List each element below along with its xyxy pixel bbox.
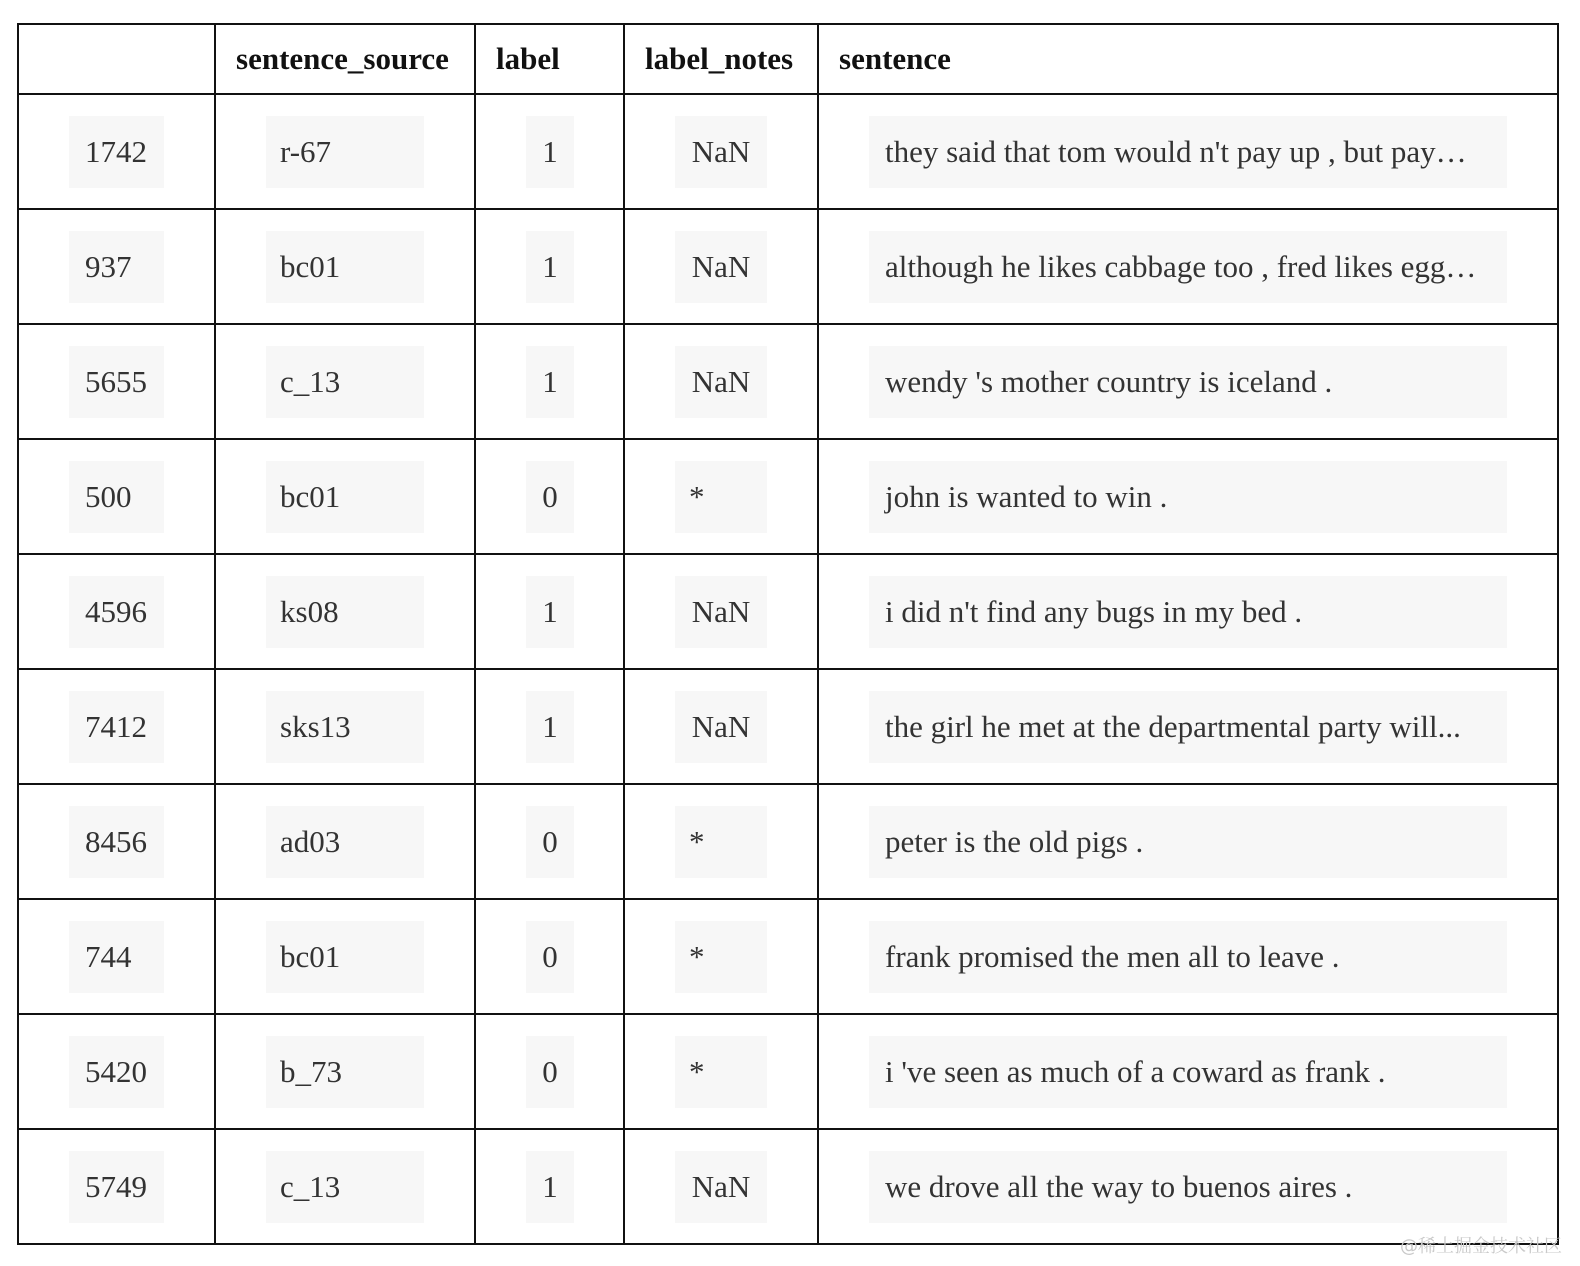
label-notes-cell [624, 899, 818, 1014]
sentence-value: wendy 's mother country is iceland . [869, 346, 1507, 418]
table-header [18, 24, 1558, 94]
index-value: 937 [69, 231, 164, 303]
label-notes-value: NaN [675, 116, 767, 188]
sentence-source-value: bc01 [266, 231, 424, 303]
header-label: label [475, 24, 624, 94]
header-sentence: sentence [818, 24, 1558, 94]
label-notes-value: * [675, 806, 767, 878]
label-notes-cell [624, 209, 818, 324]
sentence-cell [818, 209, 1558, 324]
index-cell [18, 784, 215, 899]
index-value: 5655 [69, 346, 164, 418]
index-cell [18, 669, 215, 784]
table-row [18, 439, 1558, 554]
table-row [18, 1014, 1558, 1129]
sentence-value: the girl he met at the departmental party will... [869, 691, 1507, 763]
sentence-value: they said that tom would n't pay up , but pay… [869, 116, 1507, 188]
sentence-source-cell [215, 324, 475, 439]
index-cell [18, 554, 215, 669]
index-value: 1742 [69, 116, 164, 188]
index-value: 5420 [69, 1036, 164, 1108]
index-cell [18, 209, 215, 324]
label-cell [475, 669, 624, 784]
label-notes-cell [624, 669, 818, 784]
label-value: 0 [526, 1036, 574, 1108]
sentence-source-cell [215, 1014, 475, 1129]
label-notes-value: NaN [675, 1151, 767, 1223]
sentence-value: frank promised the men all to leave . [869, 921, 1507, 993]
sentence-source-cell [215, 784, 475, 899]
label-notes-cell [624, 94, 818, 209]
header-row [18, 24, 1558, 94]
index-cell [18, 94, 215, 209]
sentence-cell [818, 669, 1558, 784]
label-value: 0 [526, 806, 574, 878]
label-value: 1 [526, 346, 574, 418]
sentence-cell [818, 324, 1558, 439]
table-row [18, 324, 1558, 439]
table-row [18, 899, 1558, 1014]
label-notes-cell [624, 554, 818, 669]
sentence-source-value: ks08 [266, 576, 424, 648]
sentence-source-cell [215, 94, 475, 209]
sentence-source-value: ad03 [266, 806, 424, 878]
table-body [18, 94, 1558, 1244]
sentence-source-cell [215, 669, 475, 784]
table-row [18, 94, 1558, 209]
sentence-cell [818, 1129, 1558, 1244]
sentence-source-value: bc01 [266, 921, 424, 993]
label-notes-cell [624, 1014, 818, 1129]
index-value: 5749 [69, 1151, 164, 1223]
index-value: 500 [69, 461, 164, 533]
label-value: 1 [526, 1151, 574, 1223]
label-notes-value: NaN [675, 691, 767, 763]
sentence-value: we drove all the way to buenos aires . [869, 1151, 1507, 1223]
label-cell [475, 554, 624, 669]
label-notes-value: NaN [675, 346, 767, 418]
sentence-value: peter is the old pigs . [869, 806, 1507, 878]
header-sentence-source: sentence_source [215, 24, 475, 94]
header-label-notes: label_notes [624, 24, 818, 94]
label-value: 1 [526, 691, 574, 763]
sentence-cell [818, 899, 1558, 1014]
label-cell [475, 1014, 624, 1129]
label-notes-value: * [675, 921, 767, 993]
label-notes-cell [624, 324, 818, 439]
sentence-source-cell [215, 209, 475, 324]
sentence-cell [818, 554, 1558, 669]
label-cell [475, 324, 624, 439]
sentence-value: although he likes cabbage too , fred likes egg… [869, 231, 1507, 303]
sentence-source-cell [215, 554, 475, 669]
sentence-source-cell [215, 899, 475, 1014]
label-notes-cell [624, 1129, 818, 1244]
sentence-source-value: b_73 [266, 1036, 424, 1108]
label-value: 0 [526, 921, 574, 993]
table-row [18, 1129, 1558, 1244]
index-value: 8456 [69, 806, 164, 878]
sentence-cell [818, 1014, 1558, 1129]
label-value: 1 [526, 231, 574, 303]
label-cell [475, 899, 624, 1014]
index-value: 744 [69, 921, 164, 993]
table-row [18, 209, 1558, 324]
sentence-cell [818, 439, 1558, 554]
header-index [18, 24, 215, 94]
dataframe-table [17, 23, 1559, 1245]
sentence-source-value: c_13 [266, 1151, 424, 1223]
index-value: 4596 [69, 576, 164, 648]
index-cell [18, 1014, 215, 1129]
label-cell [475, 439, 624, 554]
label-notes-value: NaN [675, 576, 767, 648]
sentence-source-value: bc01 [266, 461, 424, 533]
index-cell [18, 1129, 215, 1244]
table-row [18, 669, 1558, 784]
index-cell [18, 439, 215, 554]
label-value: 0 [526, 461, 574, 533]
index-cell [18, 324, 215, 439]
sentence-source-cell [215, 439, 475, 554]
sentence-cell [818, 784, 1558, 899]
label-cell [475, 784, 624, 899]
label-notes-value: * [675, 461, 767, 533]
sentence-value: i 've seen as much of a coward as frank . [869, 1036, 1507, 1108]
label-cell [475, 1129, 624, 1244]
sentence-source-value: sks13 [266, 691, 424, 763]
sentence-cell [818, 94, 1558, 209]
label-notes-cell [624, 784, 818, 899]
label-cell [475, 209, 624, 324]
label-notes-value: * [675, 1036, 767, 1108]
watermark: @稀土掘金技术社区 [1400, 1236, 1562, 1257]
label-notes-cell [624, 439, 818, 554]
sentence-value: john is wanted to win . [869, 461, 1507, 533]
table-row [18, 554, 1558, 669]
table-row [18, 784, 1558, 899]
label-value: 1 [526, 576, 574, 648]
label-notes-value: NaN [675, 231, 767, 303]
label-cell [475, 94, 624, 209]
sentence-source-cell [215, 1129, 475, 1244]
sentence-source-value: c_13 [266, 346, 424, 418]
label-value: 1 [526, 116, 574, 188]
index-value: 7412 [69, 691, 164, 763]
sentence-source-value: r-67 [266, 116, 424, 188]
sentence-value: i did n't find any bugs in my bed . [869, 576, 1507, 648]
index-cell [18, 899, 215, 1014]
